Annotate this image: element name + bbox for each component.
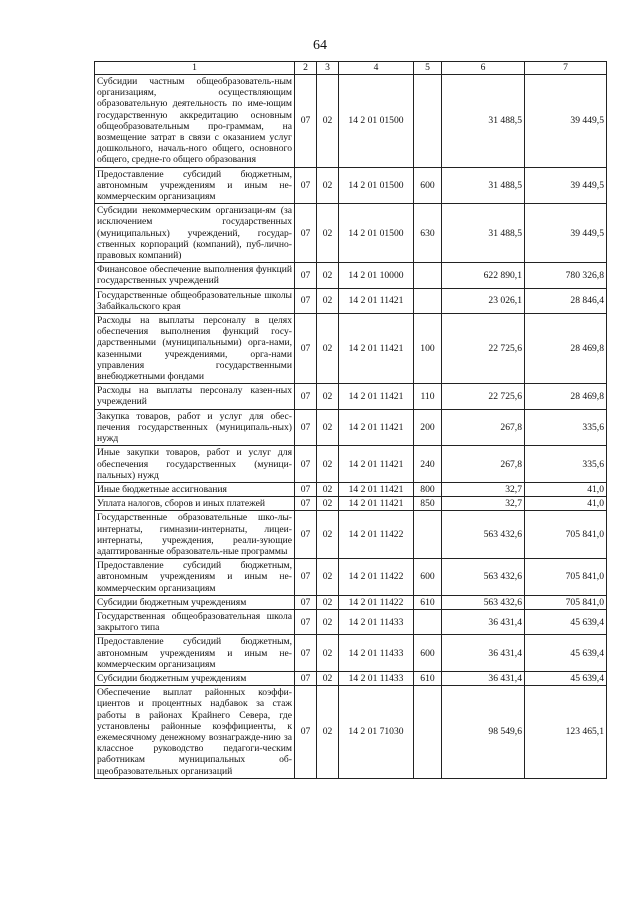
column-header: 5 — [414, 62, 442, 75]
subsection-code: 02 — [317, 671, 339, 685]
expense-name: Иные бюджетные ассигнования — [95, 482, 295, 496]
expense-type-code: 600 — [414, 635, 442, 672]
expense-name: Субсидии бюджетным учреждениям — [95, 595, 295, 609]
table-row — [95, 75, 607, 168]
amount-year-2: 45 639,4 — [525, 635, 607, 672]
expense-name: Предоставление субсидий бюджетным, автономным учреждениям и иным не-коммерческим организациям — [95, 635, 295, 672]
amount-year-1: 32,7 — [442, 497, 525, 511]
amount-year-2: 45 639,4 — [525, 671, 607, 685]
section-code: 07 — [295, 446, 317, 483]
expense-type-code — [414, 511, 442, 559]
expense-type-code — [414, 263, 442, 288]
expense-type-code — [414, 609, 442, 634]
subsection-code: 02 — [317, 446, 339, 483]
subsection-code: 02 — [317, 686, 339, 779]
amount-year-2: 28 846,4 — [525, 288, 607, 313]
amount-year-1: 36 431,4 — [442, 635, 525, 672]
amount-year-2: 45 639,4 — [525, 609, 607, 634]
column-header: 4 — [339, 62, 414, 75]
column-header: 6 — [442, 62, 525, 75]
expense-type-code: 600 — [414, 167, 442, 204]
amount-year-1: 267,8 — [442, 446, 525, 483]
section-code: 07 — [295, 75, 317, 168]
target-article-code: 14 2 01 11421 — [339, 497, 414, 511]
amount-year-2: 41,0 — [525, 482, 607, 496]
expense-type-code: 610 — [414, 671, 442, 685]
expense-type-code — [414, 75, 442, 168]
subsection-code: 02 — [317, 482, 339, 496]
expense-name: Предоставление субсидий бюджетным, автономным учреждениям и иным не-коммерческим организациям — [95, 559, 295, 596]
table-row — [95, 263, 607, 288]
table-row — [95, 288, 607, 313]
table-row — [95, 511, 607, 559]
target-article-code: 14 2 01 11433 — [339, 635, 414, 672]
target-article-code: 14 2 01 11422 — [339, 511, 414, 559]
table-row — [95, 609, 607, 634]
target-article-code: 14 2 01 01500 — [339, 204, 414, 263]
amount-year-1: 98 549,6 — [442, 686, 525, 779]
section-code: 07 — [295, 559, 317, 596]
amount-year-1: 36 431,4 — [442, 609, 525, 634]
table-row — [95, 314, 607, 384]
target-article-code: 14 2 01 11421 — [339, 482, 414, 496]
expense-type-code: 240 — [414, 446, 442, 483]
expense-name: Уплата налогов, сборов и иных платежей — [95, 497, 295, 511]
section-code: 07 — [295, 595, 317, 609]
expense-type-code: 600 — [414, 559, 442, 596]
amount-year-2: 28 469,8 — [525, 384, 607, 409]
expense-type-code: 630 — [414, 204, 442, 263]
expense-name: Иные закупки товаров, работ и услуг для обеспечения государственных (муници-пальных) нужд — [95, 446, 295, 483]
section-code: 07 — [295, 314, 317, 384]
target-article-code: 14 2 01 11433 — [339, 609, 414, 634]
section-code: 07 — [295, 609, 317, 634]
section-code: 07 — [295, 384, 317, 409]
subsection-code: 02 — [317, 167, 339, 204]
table-body — [95, 75, 607, 779]
expense-type-code: 110 — [414, 384, 442, 409]
amount-year-1: 267,8 — [442, 409, 525, 446]
target-article-code: 14 2 01 11433 — [339, 671, 414, 685]
section-code: 07 — [295, 635, 317, 672]
amount-year-1: 22 725,6 — [442, 314, 525, 384]
table-row — [95, 409, 607, 446]
amount-year-1: 622 890,1 — [442, 263, 525, 288]
target-article-code: 14 2 01 11421 — [339, 384, 414, 409]
amount-year-2: 335,6 — [525, 446, 607, 483]
target-article-code: 14 2 01 71030 — [339, 686, 414, 779]
amount-year-1: 563 432,6 — [442, 511, 525, 559]
table-row — [95, 595, 607, 609]
expense-name: Финансовое обеспечение выполнения функций государственных учреждений — [95, 263, 295, 288]
section-code: 07 — [295, 409, 317, 446]
target-article-code: 14 2 01 11421 — [339, 288, 414, 313]
column-header: 2 — [295, 62, 317, 75]
target-article-code: 14 2 01 01500 — [339, 75, 414, 168]
expense-type-code: 850 — [414, 497, 442, 511]
expense-name: Государственные общеобразовательные школы Забайкальского края — [95, 288, 295, 313]
subsection-code: 02 — [317, 75, 339, 168]
amount-year-1: 563 432,6 — [442, 595, 525, 609]
expense-name: Предоставление субсидий бюджетным, автономным учреждениям и иным не-коммерческим организациям — [95, 167, 295, 204]
amount-year-2: 335,6 — [525, 409, 607, 446]
section-code: 07 — [295, 288, 317, 313]
target-article-code: 14 2 01 10000 — [339, 263, 414, 288]
amount-year-1: 31 488,5 — [442, 204, 525, 263]
table-row — [95, 497, 607, 511]
table-row — [95, 686, 607, 779]
expense-name: Субсидии бюджетным учреждениям — [95, 671, 295, 685]
subsection-code: 02 — [317, 635, 339, 672]
subsection-code: 02 — [317, 595, 339, 609]
expense-name: Субсидии некоммерческим организаци-ям (за исключением государственных (муниципальных) учреждений, государ-ственных корпораций (компаний), пуб-лично-правовых компаний) — [95, 204, 295, 263]
target-article-code: 14 2 01 01500 — [339, 167, 414, 204]
section-code: 07 — [295, 482, 317, 496]
expense-name: Государственные образовательные шко-лы-интернаты, гимназии-интернаты, лицеи-интернаты, учреждения, реали-зующие адаптированные образователь-ные программы — [95, 511, 295, 559]
expense-type-code: 610 — [414, 595, 442, 609]
amount-year-1: 31 488,5 — [442, 167, 525, 204]
expense-name: Субсидии частным общеобразователь-ным организациям, осуществляющим образовательную деятельность по име-ющим государственную аккредитацию основным общеобразовательным про-граммам, на возмещение затрат в связи с оказанием услуг дошкольного, началь-ного общего, основного общего, средне-го общего образования — [95, 75, 295, 168]
table-row — [95, 559, 607, 596]
table-row — [95, 384, 607, 409]
subsection-code: 02 — [317, 263, 339, 288]
section-code: 07 — [295, 686, 317, 779]
subsection-code: 02 — [317, 609, 339, 634]
amount-year-2: 39 449,5 — [525, 167, 607, 204]
table-row — [95, 671, 607, 685]
expense-name: Расходы на выплаты персоналу казен-ных учреждений — [95, 384, 295, 409]
amount-year-2: 41,0 — [525, 497, 607, 511]
table-row — [95, 167, 607, 204]
expense-name: Государственная общеобразовательная школа закрытого типа — [95, 609, 295, 634]
amount-year-2: 705 841,0 — [525, 595, 607, 609]
section-code: 07 — [295, 263, 317, 288]
section-code: 07 — [295, 167, 317, 204]
expense-type-code: 800 — [414, 482, 442, 496]
subsection-code: 02 — [317, 384, 339, 409]
amount-year-1: 36 431,4 — [442, 671, 525, 685]
budget-table — [94, 61, 607, 779]
column-header: 1 — [95, 62, 295, 75]
section-code: 07 — [295, 497, 317, 511]
amount-year-1: 563 432,6 — [442, 559, 525, 596]
subsection-code: 02 — [317, 511, 339, 559]
amount-year-2: 705 841,0 — [525, 511, 607, 559]
section-code: 07 — [295, 671, 317, 685]
amount-year-2: 780 326,8 — [525, 263, 607, 288]
column-header: 3 — [317, 62, 339, 75]
subsection-code: 02 — [317, 497, 339, 511]
table-row — [95, 446, 607, 483]
expense-name: Обеспечение выплат районных коэффи-циентов и процентных надбавок за стаж работы в районах Крайнего Севера, где установлены районные коэффициенты, к ежемесячному денежному вознагражде-нию за классное руководство педагоги-ческим работникам муниципальных об-щеобразовательных организаций — [95, 686, 295, 779]
table-row — [95, 204, 607, 263]
expense-name: Закупка товаров, работ и услуг для обес-печения государственных (муниципаль-ных) нужд — [95, 409, 295, 446]
column-header: 7 — [525, 62, 607, 75]
table-row — [95, 482, 607, 496]
target-article-code: 14 2 01 11421 — [339, 314, 414, 384]
section-code: 07 — [295, 511, 317, 559]
amount-year-2: 123 465,1 — [525, 686, 607, 779]
target-article-code: 14 2 01 11421 — [339, 446, 414, 483]
target-article-code: 14 2 01 11421 — [339, 409, 414, 446]
table-row — [95, 635, 607, 672]
subsection-code: 02 — [317, 314, 339, 384]
expense-type-code — [414, 288, 442, 313]
subsection-code: 02 — [317, 288, 339, 313]
expense-type-code: 100 — [414, 314, 442, 384]
section-code: 07 — [295, 204, 317, 263]
amount-year-1: 31 488,5 — [442, 75, 525, 168]
amount-year-2: 39 449,5 — [525, 204, 607, 263]
amount-year-1: 32,7 — [442, 482, 525, 496]
expense-type-code — [414, 686, 442, 779]
target-article-code: 14 2 01 11422 — [339, 559, 414, 596]
table-header-row — [95, 62, 607, 75]
amount-year-2: 705 841,0 — [525, 559, 607, 596]
subsection-code: 02 — [317, 409, 339, 446]
subsection-code: 02 — [317, 204, 339, 263]
subsection-code: 02 — [317, 559, 339, 596]
page-number: 64 — [313, 38, 327, 53]
amount-year-2: 39 449,5 — [525, 75, 607, 168]
expense-type-code: 200 — [414, 409, 442, 446]
expense-name: Расходы на выплаты персоналу в целях обеспечения выполнения функций госу-дарственными (муниципальными) орга-нами, казенными учреждениями, орга-нами управления государственными внебюджетными фондами — [95, 314, 295, 384]
amount-year-2: 28 469,8 — [525, 314, 607, 384]
target-article-code: 14 2 01 11422 — [339, 595, 414, 609]
amount-year-1: 23 026,1 — [442, 288, 525, 313]
amount-year-1: 22 725,6 — [442, 384, 525, 409]
